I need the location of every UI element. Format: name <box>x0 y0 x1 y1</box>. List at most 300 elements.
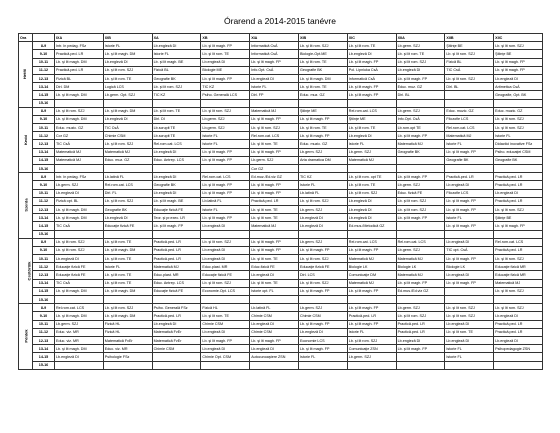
lesson-cell: Practică.ped. LR <box>152 246 201 254</box>
lesson-cell <box>201 296 250 304</box>
lesson-cell: Lb.latină FL <box>103 173 152 181</box>
timetable-row <box>19 205 543 213</box>
lesson-cell: Educaţie fizică MR <box>494 271 543 279</box>
lesson-cell: Lb.engleză DI <box>152 148 201 156</box>
lesson-cell: Lb. şi lit rom. SZJ <box>298 255 347 263</box>
lesson-cell: Lb.engleză DI <box>201 255 250 263</box>
lesson-cell: Lb. şi lit rom. SZJ <box>494 205 543 213</box>
lesson-cell: TIC KZ <box>201 83 250 91</box>
lesson-cell: Lb. şi lit magh. DM <box>55 115 104 123</box>
lesson-cell: Lb. şi lit magh. FP <box>298 287 347 295</box>
lesson-cell: Geografie, Opt. BK <box>494 91 543 99</box>
lesson-cell: Lb. şi lit rom. SZJ <box>201 279 250 287</box>
lesson-cell: Matematică MJ <box>103 148 152 156</box>
lesson-cell: TIC CsÁ <box>445 66 494 74</box>
time-slot: 14-15 <box>33 353 55 361</box>
lesson-cell: Lb.rom.opt TE <box>396 124 445 132</box>
lesson-cell <box>55 165 104 173</box>
lesson-cell: Fizică HL <box>103 320 152 328</box>
lesson-cell: Lb.germ. SZJ <box>201 124 250 132</box>
lesson-cell: Teor. şi pr.exec. LR <box>152 214 201 222</box>
day-cell <box>19 42 33 108</box>
time-slot: 12-13 <box>33 271 55 279</box>
lesson-cell: Chimie CSM <box>201 320 250 328</box>
time-slot: 10-11 <box>33 255 55 263</box>
time-slot: 15-16 <box>33 361 55 369</box>
lesson-cell: Istorie FL <box>298 181 347 189</box>
timetable-row <box>19 287 543 295</box>
lesson-cell: TIC CsÁ <box>55 140 104 148</box>
lesson-cell <box>298 165 347 173</box>
lesson-cell <box>347 230 396 238</box>
lesson-cell: Ştiinţe ME <box>298 107 347 115</box>
lesson-cell: Lb. şi lit rom. SZJ <box>103 304 152 312</box>
time-slot: 10-11 <box>33 320 55 328</box>
header-ora: Ora <box>19 34 33 42</box>
header-class-xiib: XIIB <box>445 34 494 42</box>
lesson-cell: Lb.germ. SZJ <box>298 238 347 246</box>
lesson-cell: Lb.engleză DI <box>347 214 396 222</box>
day-cell <box>19 238 33 304</box>
lesson-cell: Educ. muzic. GZ <box>445 107 494 115</box>
timetable-row <box>19 181 543 189</box>
lesson-cell: Lb.engleză DI <box>347 50 396 58</box>
lesson-cell: Lb. şi lit magh. FP <box>445 197 494 205</box>
timetable <box>18 33 543 370</box>
lesson-cell: Matematică MJ <box>445 132 494 140</box>
day-label: Kedd <box>22 134 28 145</box>
lesson-cell: Psihologie FSz <box>103 353 152 361</box>
time-slot: 15-16 <box>33 99 55 107</box>
lesson-cell: TIC CsÁ <box>55 279 104 287</box>
lesson-cell: Lb.engleză DI <box>396 336 445 344</box>
lesson-cell: Lb. şi lit magh. DM <box>103 312 152 320</box>
timetable-row <box>19 214 543 222</box>
lesson-cell: Lb.latină FL <box>250 304 299 312</box>
lesson-cell <box>201 99 250 107</box>
lesson-cell: Lb. şi lit rom. SZJ <box>347 189 396 197</box>
lesson-cell: Educaţie fizică FE <box>152 287 201 295</box>
lesson-cell: Educ. viz. MR <box>55 328 104 336</box>
time-slot: 8-9 <box>33 173 55 181</box>
lesson-cell: Lb. şi lit magh. DM <box>103 50 152 58</box>
lesson-cell: Lb. şi lit magh. FP <box>298 246 347 254</box>
lesson-cell: Geografie BK <box>103 205 152 213</box>
time-slot: 10-11 <box>33 58 55 66</box>
lesson-cell: Istorie FL <box>201 205 250 213</box>
lesson-cell: Lb.engleză DI <box>494 74 543 82</box>
lesson-cell: Educ. muz. GZ <box>298 91 347 99</box>
lesson-cell: Lb. şi lit magh. DM <box>55 345 104 353</box>
lesson-cell: Lb.engleză DI <box>250 345 299 353</box>
lesson-cell: Lb.germ. SZJ <box>396 107 445 115</box>
lesson-cell <box>396 222 445 230</box>
lesson-cell: Lb.engleză DI <box>201 58 250 66</box>
lesson-cell: Matematică MJ <box>347 156 396 164</box>
lesson-cell: Lb. şi lit magh. FP <box>445 255 494 263</box>
lesson-cell <box>298 361 347 369</box>
lesson-cell: Rel.rom.cat. LCS <box>494 238 543 246</box>
lesson-cell: Lb. şi lit magh. FP <box>494 58 543 66</box>
lesson-cell: Lb. şi lit magh. DM <box>55 312 104 320</box>
lesson-cell: Lb. şi lit magh. FP <box>298 115 347 123</box>
lesson-cell <box>347 165 396 173</box>
lesson-cell: Pol. Lipniuka CsÁ <box>347 66 396 74</box>
lesson-cell: Lb. şi lit rom. SZJ <box>103 140 152 148</box>
lesson-cell: Lb.engleză DI <box>55 353 104 361</box>
lesson-cell: Lb.engleză DI <box>347 132 396 140</box>
lesson-cell: Matematică MJ <box>55 148 104 156</box>
lesson-cell: Fizică opt. BL <box>55 197 104 205</box>
lesson-cell: Lb. şi lit rom. SZJ <box>103 66 152 74</box>
lesson-cell <box>201 165 250 173</box>
timetable-row <box>19 238 543 246</box>
lesson-cell: Lb. şi lit rom. SZJ <box>201 238 250 246</box>
lesson-cell: Practică.ped. LR <box>152 312 201 320</box>
lesson-cell <box>152 230 201 238</box>
lesson-cell: Lb.engleză DI <box>298 328 347 336</box>
lesson-cell: Psiho. educaţiei CSM <box>494 148 543 156</box>
lesson-cell <box>55 296 104 304</box>
lesson-cell: Istorie FL <box>494 132 543 140</box>
lesson-cell: Lb.germ. SZJ <box>396 181 445 189</box>
lesson-cell: Matematică MJ <box>347 279 396 287</box>
lesson-cell: Ştiinţe ME <box>347 115 396 123</box>
lesson-cell: Practică.ped. LR <box>250 197 299 205</box>
lesson-cell: Informatică CsÁ <box>347 74 396 82</box>
lesson-cell: Lb. şi lit magh. FP <box>201 74 250 82</box>
lesson-cell: Lb.latină FL <box>298 189 347 197</box>
lesson-cell: Lb.germ. SZJ <box>250 156 299 164</box>
lesson-cell: Lb. şi lit magh. DM <box>103 107 152 115</box>
lesson-cell: Educ. Antrep. LCS <box>152 279 201 287</box>
lesson-cell: Lb.engleză DI <box>201 222 250 230</box>
lesson-cell: Lb. şi lit rom. SZJ <box>152 83 201 91</box>
lesson-cell: Lb.engleză DI <box>152 320 201 328</box>
lesson-cell: Dirl. LCS <box>298 271 347 279</box>
lesson-cell: Practică.ped. LR <box>152 238 201 246</box>
lesson-cell: Lb. şi lit rom. SZJ <box>250 124 299 132</box>
lesson-cell: Fizică BL <box>152 66 201 74</box>
header-time <box>33 34 55 42</box>
lesson-cell: TIC KZ <box>152 91 201 99</box>
lesson-cell: Educ. muzic. GZ <box>55 124 104 132</box>
timetable-row <box>19 336 543 344</box>
lesson-cell: Educ. viz. MR <box>103 345 152 353</box>
lesson-cell: Lb. şi lit magh. FP <box>445 279 494 287</box>
lesson-cell: Practică.ped. LR <box>396 328 445 336</box>
lesson-cell: Comunicaţie DM <box>347 271 396 279</box>
lesson-cell <box>152 99 201 107</box>
lesson-cell: Lb. şi lit rom. SZJ <box>494 115 543 123</box>
lesson-cell: Educaţie fizică FE <box>55 271 104 279</box>
lesson-cell: Educaţie fizică FE <box>55 263 104 271</box>
lesson-cell: Biologie LK <box>396 263 445 271</box>
timetable-row <box>19 132 543 140</box>
header-class-xia: XIA <box>250 34 299 42</box>
lesson-cell: Lb.engleză DI <box>250 320 299 328</box>
timetable-row <box>19 230 543 238</box>
timetable-row <box>19 107 543 115</box>
lesson-cell: Lb.engleză DI <box>103 58 152 66</box>
lesson-cell: Lb. şi lit magh. FP <box>250 189 299 197</box>
timetable-row <box>19 148 543 156</box>
header-class-xb: XB <box>201 34 250 42</box>
lesson-cell: Lb. şi lit magh. BE <box>152 58 201 66</box>
lesson-cell: Educaţie fizică FE <box>298 263 347 271</box>
lesson-cell: Geografie BK <box>152 181 201 189</box>
lesson-cell: Educaţie fizică FE <box>103 222 152 230</box>
timetable-row <box>19 189 543 197</box>
lesson-cell <box>152 361 201 369</box>
lesson-cell <box>55 99 104 107</box>
lesson-cell: Logică LCS <box>103 83 152 91</box>
lesson-cell: Lb. şi lit rom. SZJ <box>55 107 104 115</box>
lesson-cell: Istorie FL <box>298 353 347 361</box>
lesson-cell: Dirl. BL <box>396 91 445 99</box>
lesson-cell: TIC opt. CsÁ <box>445 246 494 254</box>
lesson-cell: Matematică FvEr <box>152 336 201 344</box>
time-slot: 12-13 <box>33 205 55 213</box>
lesson-cell: Lb. şi lit rom. TE <box>445 328 494 336</box>
timetable-row <box>19 271 543 279</box>
lesson-cell: Lb.germ. SZJ <box>298 148 347 156</box>
header-class-xib: XIB <box>298 34 347 42</box>
lesson-cell <box>347 296 396 304</box>
lesson-cell <box>201 230 250 238</box>
lesson-cell: Educ.plast. MR <box>152 271 201 279</box>
timetable-row <box>19 353 543 361</box>
timetable-row <box>19 304 543 312</box>
lesson-cell: Lb. şi lit magh. FP <box>396 279 445 287</box>
time-slot: 9-10 <box>33 181 55 189</box>
lesson-cell: Lb. şi lit rom. TE <box>201 312 250 320</box>
lesson-cell: Fizică HL <box>201 304 250 312</box>
lesson-cell: Ed.mus./Ed.viz GZ <box>396 287 445 295</box>
lesson-cell: Rel.rom.cat. LCS <box>103 181 152 189</box>
lesson-cell: Lb. şi lit rom. TE <box>347 181 396 189</box>
lesson-cell: Practică.ped. LR <box>55 50 104 58</box>
lesson-cell: Chimie CSM <box>298 312 347 320</box>
lesson-cell: Lb. şi lit magh. FP <box>445 148 494 156</box>
lesson-cell <box>103 99 152 107</box>
lesson-cell: Lb.germ. SZJ <box>201 115 250 123</box>
lesson-cell: Fizică HL <box>103 328 152 336</box>
lesson-cell: Dirl. DM <box>55 83 104 91</box>
lesson-cell: Economie LCS <box>298 336 347 344</box>
lesson-cell <box>298 99 347 107</box>
lesson-cell: Geografie BK <box>298 66 347 74</box>
lesson-cell: Matematică FvEr <box>103 336 152 344</box>
lesson-cell: Economie.Opt. LCS <box>201 287 250 295</box>
lesson-cell <box>396 230 445 238</box>
lesson-cell <box>103 361 152 369</box>
lesson-cell <box>103 230 152 238</box>
lesson-cell: Lb.germ. SZJ <box>298 304 347 312</box>
lesson-cell: Geografie BK <box>494 156 543 164</box>
lesson-cell: Lb.engleză DI <box>55 189 104 197</box>
lesson-cell: Lb.engleză DI <box>250 74 299 82</box>
lesson-cell: Lb.germ. SZJ <box>55 181 104 189</box>
time-slot: 14-15 <box>33 91 55 99</box>
time-slot: 14-15 <box>33 156 55 164</box>
lesson-cell: Lb. şi lit magh. DM <box>55 91 104 99</box>
lesson-cell: Geografie BK <box>152 74 201 82</box>
time-slot: 9-10 <box>33 246 55 254</box>
lesson-cell: Lb. şi lit magh. FP <box>250 246 299 254</box>
lesson-cell: Lb.engleză DI <box>445 238 494 246</box>
lesson-cell: Lb. şi lit rom. TE <box>298 83 347 91</box>
lesson-cell: Lb. şi lit rom. SZJ <box>445 50 494 58</box>
lesson-cell: Lb.engleză DI <box>152 189 201 197</box>
lesson-cell: Lb.germ. SZJ <box>396 42 445 50</box>
time-slot: 13-14 <box>33 83 55 91</box>
timetable-row <box>19 197 543 205</box>
lesson-cell: Educ. muzic. GZ <box>494 107 543 115</box>
lesson-cell <box>152 296 201 304</box>
lesson-cell: TIC KZ <box>298 173 347 181</box>
lesson-cell <box>250 296 299 304</box>
lesson-cell: Lb. şi lit magh. FP <box>250 181 299 189</box>
day-cell <box>19 304 33 370</box>
lesson-cell: Lb. şi lit rom. TE <box>250 279 299 287</box>
lesson-cell: Educaţie fizică FE <box>152 205 201 213</box>
lesson-cell: Ştiinţe BE <box>494 214 543 222</box>
lesson-cell: Lb.engleză DI <box>445 336 494 344</box>
lesson-cell: Istorie FL <box>250 83 299 91</box>
lesson-cell: Lb. şi lit magh. FP <box>250 58 299 66</box>
lesson-cell: Educaţie fizică FE <box>201 271 250 279</box>
lesson-cell: Lb. şi lit rom. TE <box>103 238 152 246</box>
lesson-cell: Educ. muz. GZ <box>396 83 445 91</box>
lesson-cell: Lb.engleză DI <box>55 255 104 263</box>
lesson-cell: Dirl. BL <box>445 83 494 91</box>
timetable-row <box>19 165 543 173</box>
lesson-cell: Lb. şi lit rom. TE <box>298 58 347 66</box>
lesson-cell: Intr. în pedag. FSz <box>55 173 104 181</box>
lesson-cell: Lb.germ. SZJ <box>347 148 396 156</box>
lesson-cell: Lb. şi lit magh. FP <box>494 222 543 230</box>
lesson-cell: Lb. şi lit magh. FP <box>201 156 250 164</box>
lesson-cell: Lb. şi lit magh. FP <box>152 222 201 230</box>
lesson-cell: Lb. şi lit magh. FP <box>347 83 396 91</box>
lesson-cell <box>396 156 445 164</box>
lesson-cell: Matematică MJ <box>55 156 104 164</box>
lesson-cell: Lb. şi lit magh. FP <box>201 214 250 222</box>
lesson-cell: Lb. şi lit rom. TE <box>103 271 152 279</box>
time-slot: 14-15 <box>33 287 55 295</box>
lesson-cell: Lb. şi lit rom. TE <box>103 279 152 287</box>
lesson-cell <box>445 99 494 107</box>
lesson-cell <box>494 353 543 361</box>
lesson-cell <box>445 361 494 369</box>
timetable-row <box>19 66 543 74</box>
timetable-row <box>19 74 543 82</box>
time-slot: 8-9 <box>33 42 55 50</box>
lesson-cell: Dirl. DI <box>152 115 201 123</box>
lesson-cell: Lb. şi lit magh. FP <box>396 214 445 222</box>
lesson-cell: Lb.engleză DI <box>201 328 250 336</box>
time-slot: 8-9 <box>33 107 55 115</box>
lesson-cell: Lb. şi lit magh. FP <box>250 148 299 156</box>
lesson-cell: Lb. şi lit magh. FP <box>250 336 299 344</box>
lesson-cell: Lb. şi lit rom. TE <box>347 42 396 50</box>
lesson-cell: Istorie FL <box>152 50 201 58</box>
lesson-cell <box>298 296 347 304</box>
lesson-cell: Cor GZ <box>250 165 299 173</box>
lesson-cell: Matematică MJ <box>494 279 543 287</box>
lesson-cell: Lb. şi lit rom. TE <box>250 255 299 263</box>
lesson-cell: Lb. şi lit magh. FP <box>396 173 445 181</box>
lesson-cell: Lb. şi lit rom. SZJ <box>396 312 445 320</box>
lesson-cell <box>347 99 396 107</box>
lesson-cell: Didactici inovative FSz <box>494 140 543 148</box>
lesson-cell: Lb. şi lit magh. FP <box>201 42 250 50</box>
lesson-cell: Practică.ped. LR <box>396 320 445 328</box>
page-title: Órarend a 2014-2015 tanévre <box>224 16 336 26</box>
lesson-cell: Lb.engleză DI <box>103 214 152 222</box>
lesson-cell: Matematică MJ <box>396 255 445 263</box>
lesson-cell <box>55 230 104 238</box>
lesson-cell: Istorie FL <box>201 132 250 140</box>
lesson-cell: Lb. şi lit magh. FP <box>201 336 250 344</box>
lesson-cell: Ed.muz./Ed.viz GZ <box>250 173 299 181</box>
lesson-cell: Aritmetica CsÁ <box>494 83 543 91</box>
day-label: Szerda <box>23 198 29 212</box>
time-slot: 11-12 <box>33 328 55 336</box>
timetable-row <box>19 124 543 132</box>
lesson-cell: Lb. şi lit magh. DM <box>55 214 104 222</box>
lesson-cell <box>445 287 494 295</box>
lesson-cell: Educ.fizică FE <box>250 263 299 271</box>
lesson-cell <box>445 91 494 99</box>
lesson-cell: Dirl. FL <box>103 189 152 197</box>
lesson-cell <box>250 230 299 238</box>
timetable-row <box>19 246 543 254</box>
lesson-cell: Istorie FL <box>445 140 494 148</box>
timetable-row <box>19 140 543 148</box>
lesson-cell: Chimie CSM <box>103 132 152 140</box>
header-class-ixb: IXB <box>103 34 152 42</box>
lesson-cell: Lb. şi lit rom. SZJ <box>298 197 347 205</box>
lesson-cell: Educaţie fizică MR <box>494 263 543 271</box>
header-class-xic: XIC <box>347 34 396 42</box>
lesson-cell: Istorie FL <box>347 328 396 336</box>
timetable-row <box>19 361 543 369</box>
day-label: Péntek <box>23 329 29 343</box>
lesson-cell <box>55 361 104 369</box>
lesson-cell <box>396 353 445 361</box>
time-slot: 14-15 <box>33 222 55 230</box>
time-slot: 9-10 <box>33 115 55 123</box>
lesson-cell: Lb.germ. SZJ <box>347 353 396 361</box>
lesson-cell: Chimie CSM <box>152 345 201 353</box>
lesson-cell: Lb. şi lit rom. SZJ <box>445 304 494 312</box>
lesson-cell: Info.Opt. CsÁ <box>250 66 299 74</box>
lesson-cell: TIC CsÁ <box>103 124 152 132</box>
timetable-row <box>19 279 543 287</box>
lesson-cell: Educ. muzic. GZ <box>298 140 347 148</box>
time-slot: 13-14 <box>33 214 55 222</box>
lesson-cell: Lb. şi lit rom. SZJ <box>396 58 445 66</box>
lesson-cell: Lb. şi lit rom. TE <box>250 214 299 222</box>
lesson-cell: Lb.engleză DI <box>201 246 250 254</box>
lesson-cell: Lb.engleză DI <box>298 222 347 230</box>
lesson-cell: Chimie Opt. CSM <box>201 353 250 361</box>
timetable-row <box>19 328 543 336</box>
lesson-cell: Lb. şi lit magh. FP <box>201 181 250 189</box>
timetable-row <box>19 345 543 353</box>
